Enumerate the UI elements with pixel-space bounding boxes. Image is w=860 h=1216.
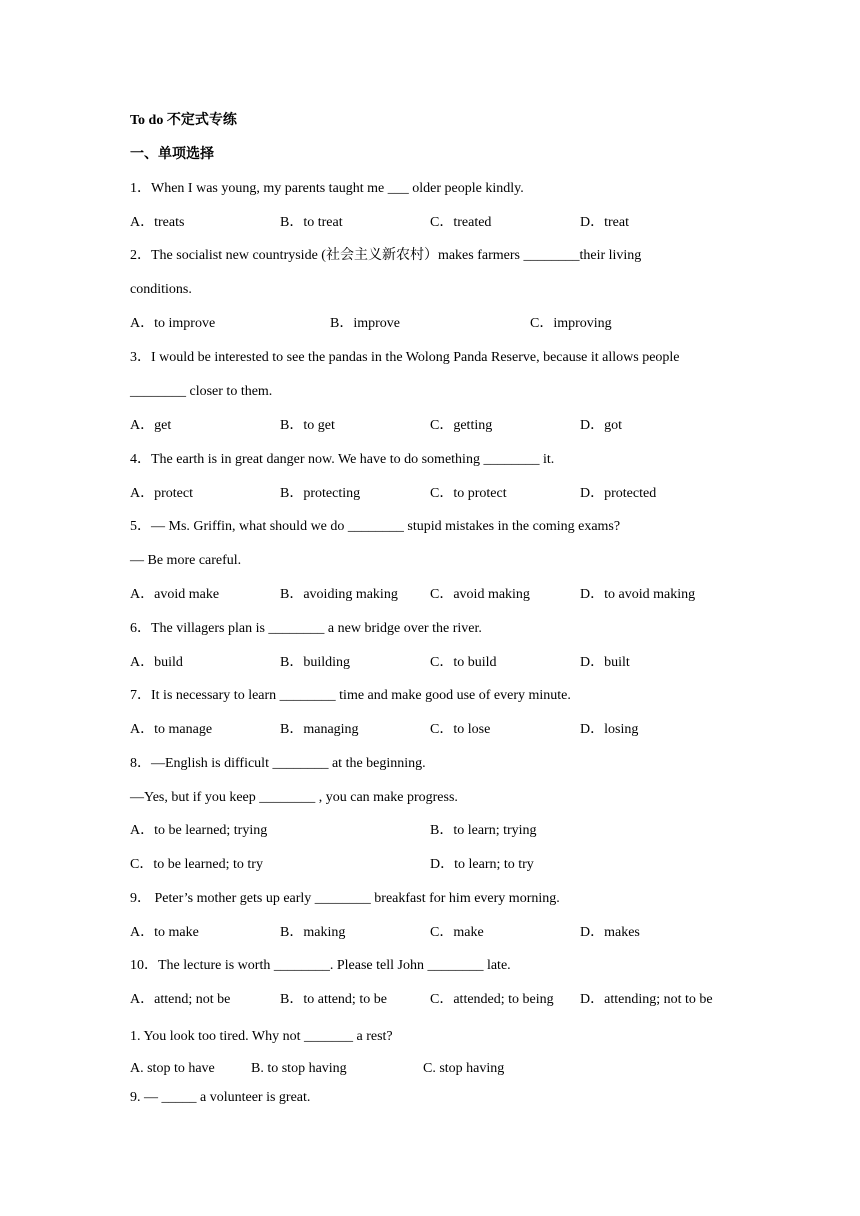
question-5: 5．— Ms. Griffin, what should we do ________ stupid mistakes in the coming exams?	[130, 519, 621, 534]
question-7: 7．It is necessary to learn ________ time and make good use of every minute.	[130, 688, 571, 703]
q6-option-a: A．build	[130, 655, 183, 670]
q5-option-c: C．avoid making	[430, 587, 530, 602]
q10-option-d: D．attending; not to be	[580, 992, 713, 1007]
q8-option-a: A．to be learned; trying	[130, 823, 268, 838]
q10-option-b: B．to attend; to be	[280, 992, 387, 1007]
extra-q1-option-b: B. to stop having	[251, 1061, 347, 1076]
q9-option-a: A．to make	[130, 925, 199, 940]
q1-option-c: C．treated	[430, 215, 492, 230]
q10-option-a: A．attend; not be	[130, 992, 231, 1007]
q4-option-d: D．protected	[580, 486, 657, 501]
extra-q1-option-c: C. stop having	[423, 1061, 505, 1076]
q6-option-c: C．to build	[430, 655, 497, 670]
question-4: 4．The earth is in great danger now. We have to do something ________ it.	[130, 452, 555, 467]
q8-option-b: B．to learn; trying	[430, 823, 537, 838]
q3-option-d: D．got	[580, 418, 622, 433]
q5-option-b: B．avoiding making	[280, 587, 398, 602]
extra-q1-option-a: A. stop to have	[130, 1061, 215, 1076]
question-9: 9． Peter’s mother gets up early ________ breakfast for him every morning.	[130, 891, 560, 906]
question-2: 2．The socialist new countryside (社会主义新农村）makes farmers ________their living	[130, 248, 642, 263]
q4-option-b: B．protecting	[280, 486, 361, 501]
q3-option-b: B．to get	[280, 418, 335, 433]
q1-option-d: D．treat	[580, 215, 629, 230]
question-10: 10．The lecture is worth ________. Please tell John ________ late.	[130, 958, 511, 973]
question-3: 3．I would be interested to see the pandas in the Wolong Panda Reserve, because it allows people	[130, 350, 680, 365]
q3-option-c: C．getting	[430, 418, 493, 433]
q7-option-d: D．losing	[580, 722, 639, 737]
q4-option-c: C．to protect	[430, 486, 507, 501]
q6-option-d: D．built	[580, 655, 630, 670]
q10-option-c: C．attended; to being	[430, 992, 554, 1007]
q2-option-c: C．improving	[530, 316, 612, 331]
q4-option-a: A．protect	[130, 486, 193, 501]
q2-option-a: A．to improve	[130, 316, 216, 331]
q3-option-a: A．get	[130, 418, 172, 433]
section-heading: 一、单项选择	[130, 147, 214, 162]
q5-option-a: A．avoid make	[130, 587, 220, 602]
extra-question-1: 1. You look too tired. Why not _______ a rest?	[130, 1029, 393, 1044]
extra-question-9: 9. — _____ a volunteer is great.	[130, 1090, 311, 1105]
question-8-reply: —Yes, but if you keep ________ , you can make progress.	[130, 790, 458, 805]
q1-option-b: B．to treat	[280, 215, 343, 230]
page-title: To do 不定式专练	[130, 113, 237, 128]
question-1: 1．When I was young, my parents taught me ___ older people kindly.	[130, 181, 524, 196]
q9-option-b: B．making	[280, 925, 346, 940]
question-8: 8．—English is difficult ________ at the beginning.	[130, 756, 426, 771]
q9-option-d: D．makes	[580, 925, 640, 940]
question-6: 6．The villagers plan is ________ a new bridge over the river.	[130, 621, 482, 636]
q6-option-b: B．building	[280, 655, 351, 670]
q7-option-b: B．managing	[280, 722, 359, 737]
q9-option-c: C．make	[430, 925, 484, 940]
q5-option-d: D．to avoid making	[580, 587, 696, 602]
q2-option-b: B．improve	[330, 316, 400, 331]
q7-option-a: A．to manage	[130, 722, 213, 737]
question-2-cont: conditions.	[130, 282, 192, 297]
question-5-reply: — Be more careful.	[130, 553, 242, 568]
q8-option-c: C．to be learned; to try	[130, 857, 263, 872]
q8-option-d: D．to learn; to try	[430, 857, 534, 872]
q7-option-c: C．to lose	[430, 722, 491, 737]
q1-option-a: A．treats	[130, 215, 185, 230]
question-3-cont: ________ closer to them.	[130, 384, 273, 399]
